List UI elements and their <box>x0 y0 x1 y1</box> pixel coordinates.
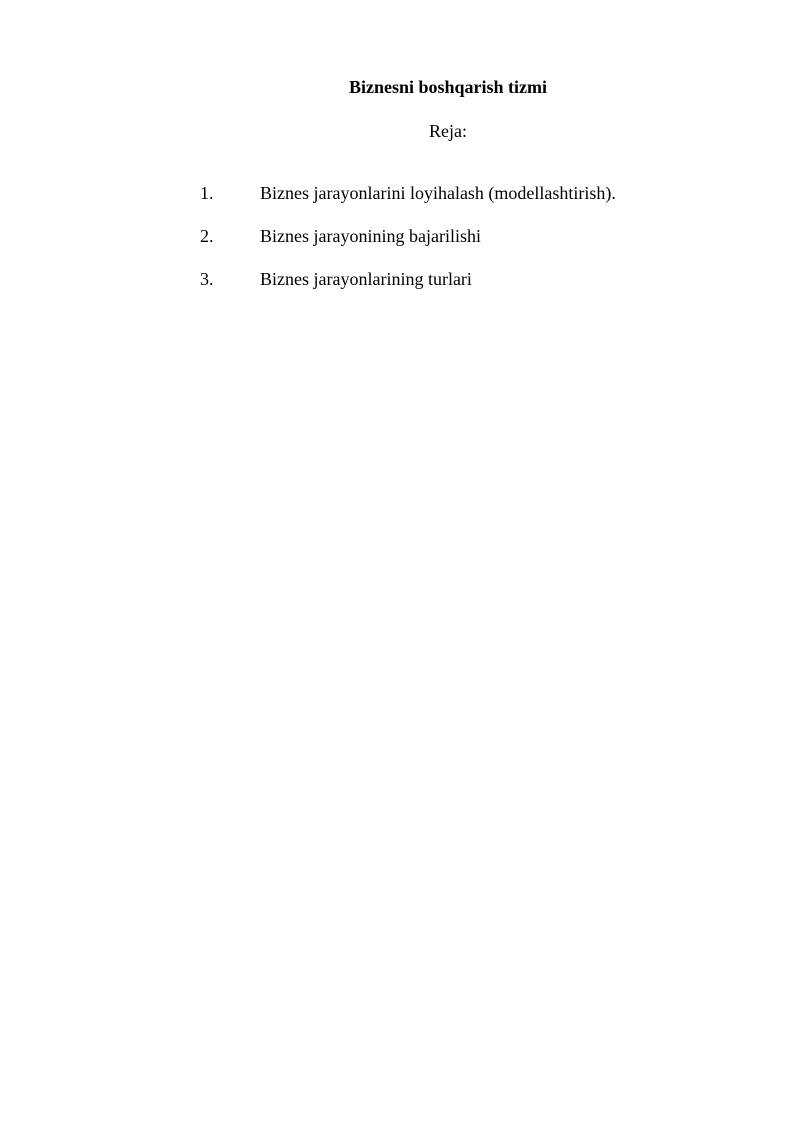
plan-item-number: 1. <box>200 183 214 203</box>
plan-item-text: Biznes jarayonlarining turlari <box>260 269 472 289</box>
plan-item-number: 3. <box>200 269 214 289</box>
plan-heading: Reja: <box>429 121 467 141</box>
plan-list <box>200 182 616 311</box>
plan-item-number: 2. <box>200 226 214 246</box>
plan-item-2 <box>200 225 616 268</box>
document-title: Biznesni boshqarish tizmi <box>348 77 548 97</box>
plan-item-text: Biznes jarayonining bajarilishi <box>260 226 481 246</box>
plan-item-1 <box>200 182 616 225</box>
plan-item-text: Biznes jarayonlarini loyihalash (modellashtirish). <box>260 183 616 203</box>
plan-item-3 <box>200 268 616 311</box>
